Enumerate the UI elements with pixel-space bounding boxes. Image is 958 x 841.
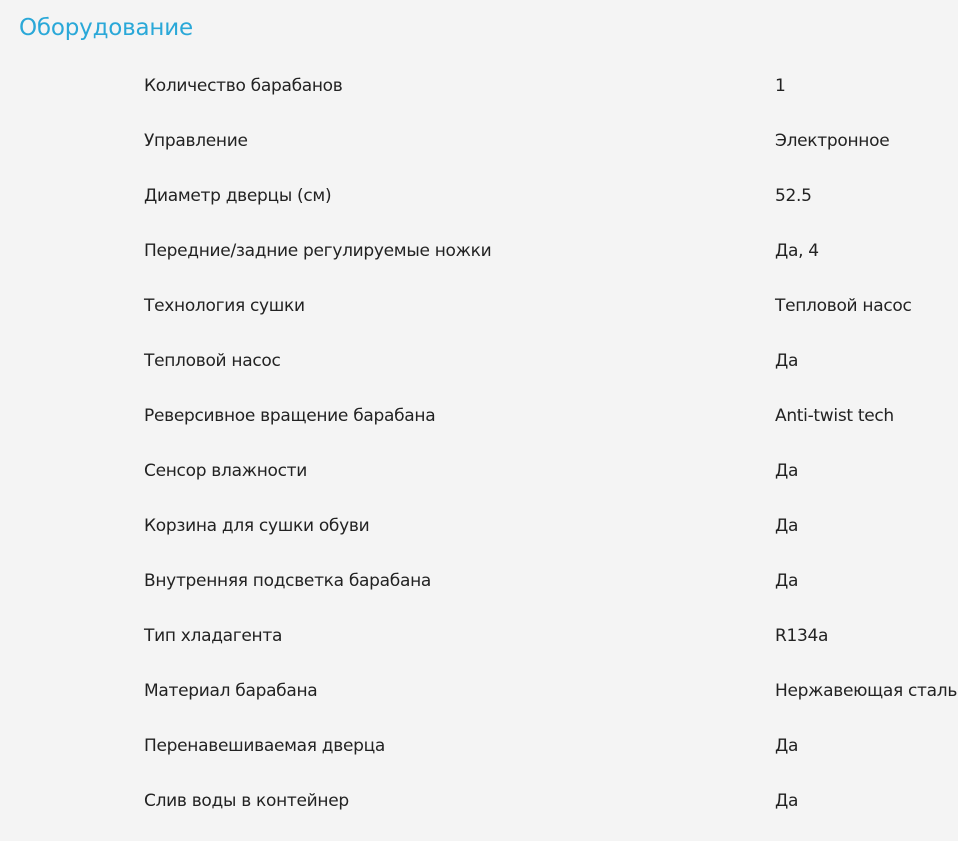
spec-label: Сенсор влажности (144, 461, 308, 481)
spec-value: Да (775, 461, 799, 481)
spec-label: Внутренняя подсветка барабана (144, 571, 432, 591)
spec-value: Да (775, 571, 799, 591)
spec-row (0, 444, 958, 499)
spec-row (0, 774, 958, 829)
spec-value: Нержавеющая сталь (775, 681, 958, 701)
spec-row (0, 334, 958, 389)
spec-row (0, 499, 958, 554)
spec-value: Да (775, 351, 799, 371)
spec-label: Тепловой насос (144, 351, 281, 371)
spec-value: 1 (775, 76, 786, 96)
spec-label: Количество барабанов (144, 76, 343, 96)
spec-label: Тип хладагента (144, 626, 283, 646)
spec-row (0, 279, 958, 334)
spec-label: Материал барабана (144, 681, 318, 701)
spec-value: 52.5 (775, 186, 812, 206)
spec-row (0, 554, 958, 609)
spec-value: R134a (775, 626, 829, 646)
spec-label: Перенавешиваемая дверца (144, 736, 385, 756)
spec-value: Да (775, 791, 799, 811)
spec-value: Anti-twist tech (775, 406, 894, 426)
spec-row (0, 389, 958, 444)
spec-row (0, 59, 958, 114)
spec-label: Технология сушки (144, 296, 305, 316)
spec-value: Да (775, 736, 799, 756)
spec-row (0, 224, 958, 279)
spec-value: Да (775, 516, 799, 536)
spec-label: Корзина для сушки обуви (144, 516, 370, 536)
spec-row (0, 664, 958, 719)
spec-row (0, 719, 958, 774)
spec-row (0, 114, 958, 169)
spec-label: Слив воды в контейнер (144, 791, 349, 811)
spec-list (0, 59, 958, 829)
spec-label: Диаметр дверцы (см) (144, 186, 332, 206)
spec-row (0, 169, 958, 224)
spec-row (0, 609, 958, 664)
spec-value: Да, 4 (775, 241, 819, 261)
section-title: Оборудование (19, 15, 193, 41)
spec-label: Реверсивное вращение барабана (144, 406, 436, 426)
spec-label: Передние/задние регулируемые ножки (144, 241, 492, 261)
spec-label: Управление (144, 131, 248, 151)
spec-value: Тепловой насос (775, 296, 912, 316)
spec-value: Электронное (775, 131, 890, 151)
